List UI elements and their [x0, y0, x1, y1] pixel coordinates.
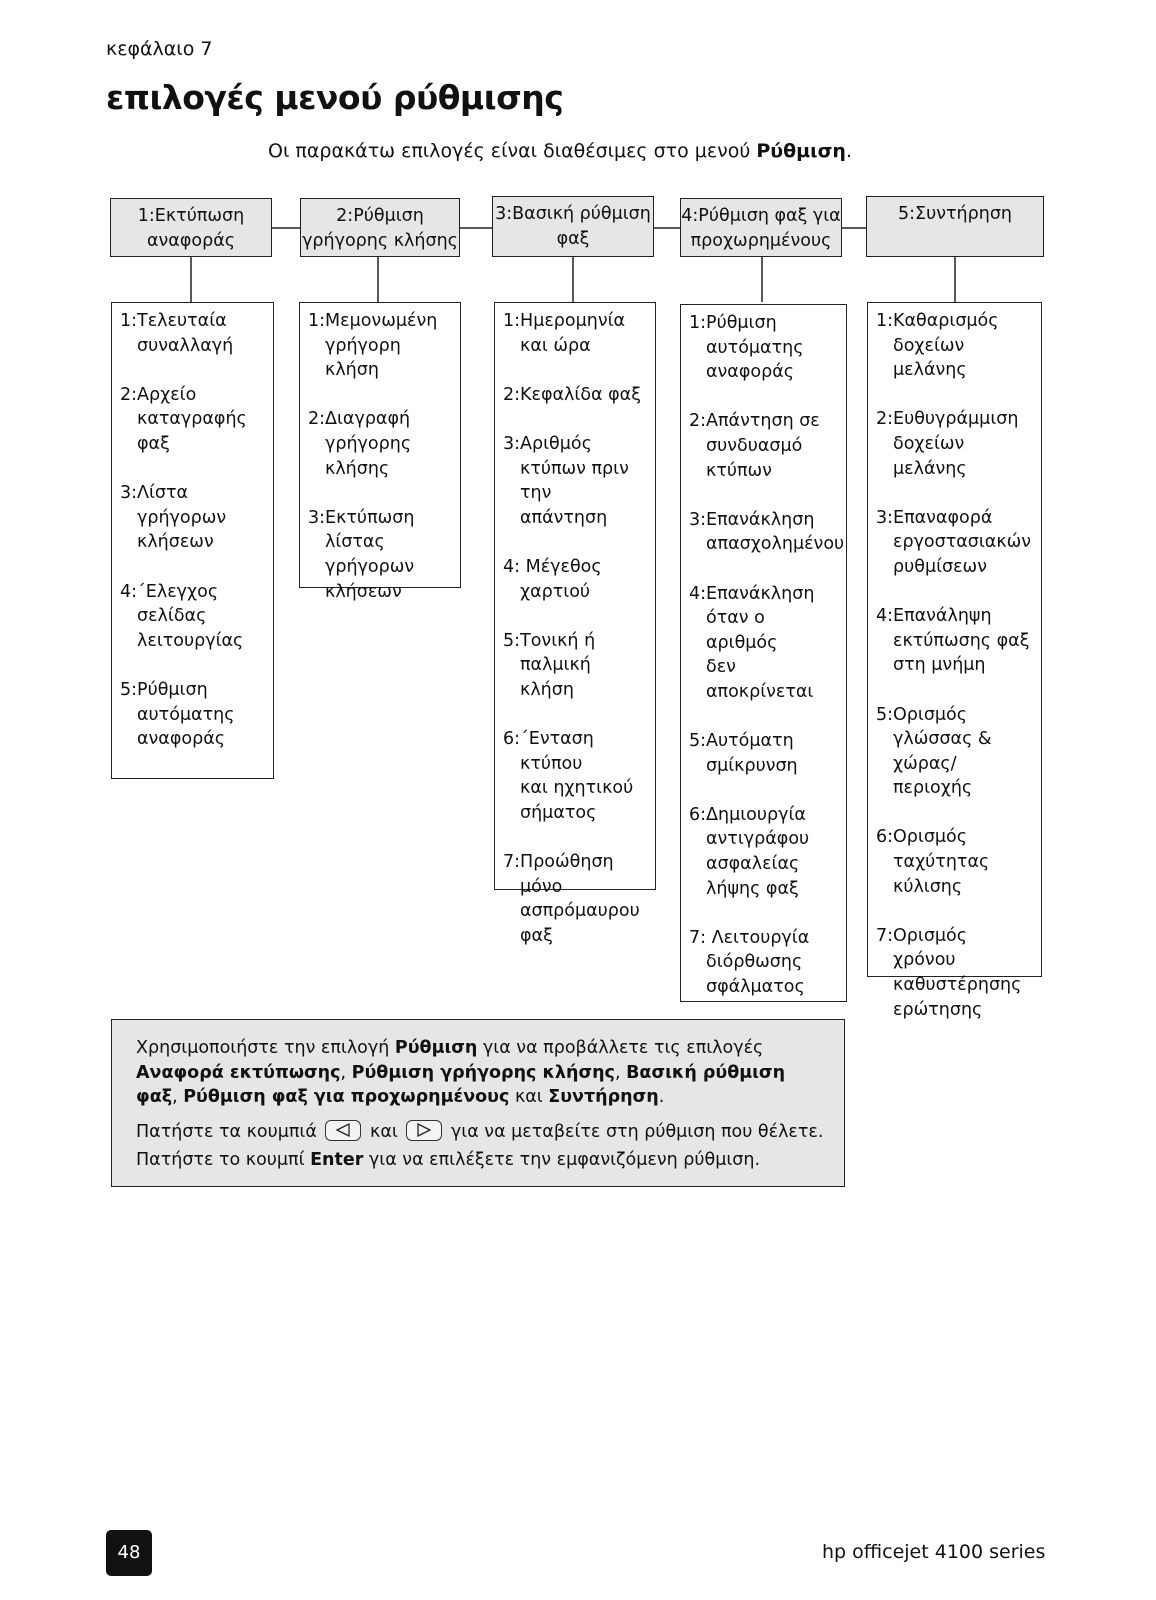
- note-text: .: [658, 1087, 665, 1107]
- note-bold: Ρύθμιση φαξ για προχωρημένους: [183, 1087, 510, 1107]
- list-item: 2:Ευθυγράμμιση δοχείων μελάνης: [876, 409, 1019, 479]
- note-bold: Συντήρηση: [548, 1087, 659, 1107]
- category-header-5: 5:Συντήρηση: [866, 196, 1044, 257]
- category-list-1: [111, 302, 274, 779]
- note-bold: Ρύθμιση: [394, 1038, 478, 1058]
- list-item: 4:Επανάκληση όταν ο αριθμός δεν αποκρίνεται: [689, 583, 815, 702]
- list-item: 4: Μέγεθος χαρτιού: [503, 556, 602, 602]
- category-header-1: 1:Εκτύπωση αναφοράς: [110, 198, 272, 257]
- category-list-3: [494, 302, 656, 946]
- category-header-3: 3:Βασική ρύθμιση φαξ: [492, 196, 654, 257]
- note-text: και: [364, 1121, 404, 1142]
- intro-menu-name: Ρύθμιση: [756, 140, 846, 162]
- product-name: hp officejet 4100 series: [822, 1541, 1046, 1563]
- category-list-2: [299, 302, 461, 602]
- list-item: 7: Λειτουργία διόρθωσης σφάλματος: [689, 927, 810, 998]
- left-arrow-key-icon: [325, 1120, 361, 1141]
- note-text: για να προβάλλετε τις επιλογές: [477, 1038, 764, 1058]
- list-item: 1:Ημερομηνία και ώρα: [503, 311, 626, 356]
- list-item: 7:Προώθηση μόνο ασπρόμαυρου φαξ: [503, 852, 640, 946]
- note-paragraph-arrows: [136, 1118, 824, 1174]
- note-bold: Αναφορά εκτύπωσης: [136, 1062, 341, 1083]
- list-item: 5:Τονική ή παλμική κλήση: [503, 630, 596, 700]
- category-list-5: [867, 302, 1042, 1020]
- list-item: 2:Αρχείο καταγραφής φαξ: [120, 384, 247, 454]
- note-paragraph-options: [136, 1036, 824, 1110]
- list-item: 3:Επαναφορά εργοστασιακών ρυθμίσεων: [876, 507, 1032, 577]
- usage-note: [111, 1019, 845, 1187]
- list-item: 5:Ορισμός γλώσσας & χώρας/περιοχής: [876, 704, 992, 799]
- list-item: 2:Απάντηση σε συνδυασμό κτύπων: [689, 411, 820, 481]
- note-bold: Βασική ρύθμιση φαξ: [136, 1062, 786, 1107]
- note-text: και: [509, 1087, 549, 1107]
- list-item: 2:Κεφαλίδα φαξ: [503, 384, 641, 405]
- note-text: Πατήστε τα κουμπιά: [136, 1121, 323, 1142]
- enter-key-label: Enter: [310, 1149, 364, 1170]
- list-item: 7:Ορισμός χρόνου καθυστέρησης ερώτησης: [876, 925, 1022, 1020]
- note-text: για να μεταβείτε στη ρύθμιση που θέλετε.: [445, 1121, 824, 1142]
- list-item: 3:Αριθμός κτύπων πριν την απάντηση: [503, 433, 629, 528]
- list-item: 6:΄Ενταση κτύπου και ηχητικού σήματος: [503, 729, 634, 823]
- list-item: 1:Τελευταία συναλλαγή: [120, 311, 234, 356]
- intro-text-after: .: [845, 140, 852, 162]
- list-item: 5:Αυτόματη σμίκρυνση: [689, 731, 798, 776]
- list-item: 1:Μεμονωμένη γρήγορη κλήση: [308, 311, 438, 381]
- note-text: Χρησιμοποιήστε την επιλογή: [136, 1038, 395, 1058]
- page-title: επιλογές μενού ρύθμισης: [106, 78, 564, 117]
- note-text: ,: [340, 1062, 352, 1083]
- category-header-4: 4:Ρύθμιση φαξ για προχωρημένους: [680, 198, 842, 257]
- list-item: 6:Ορισμός ταχύτητας κύλισης: [876, 827, 990, 897]
- list-item: 3:Εκτύπωση λίστας γρήγορων κλήσεων: [308, 507, 415, 602]
- note-text: ,: [172, 1087, 184, 1107]
- intro-text-before: Οι παρακάτω επιλογές είναι διαθέσιμες στο μενού: [268, 140, 757, 162]
- category-header-2: 2:Ρύθμιση γρήγορης κλήσης: [300, 198, 460, 257]
- list-item: 1:Καθαρισμός δοχείων μελάνης: [876, 311, 999, 381]
- note-text: ,: [614, 1062, 627, 1083]
- list-item: 3:Επανάκληση απασχολημένου: [689, 509, 845, 555]
- list-item: 5:Ρύθμιση αυτόματης αναφοράς: [120, 679, 235, 750]
- right-arrow-key-icon: [406, 1120, 442, 1141]
- note-text: Πατήστε το κουμπί: [136, 1149, 311, 1170]
- list-item: 1:Ρύθμιση αυτόματης αναφοράς: [689, 313, 804, 383]
- chapter-label: κεφάλαιο 7: [106, 38, 213, 60]
- list-item: 2:Διαγραφή γρήγορης κλήσης: [308, 409, 412, 479]
- page-number: 48: [106, 1530, 152, 1576]
- note-bold: Ρύθμιση γρήγορης κλήσης: [351, 1062, 615, 1083]
- list-item: 4:΄Ελεγχος σελίδας λειτουργίας: [120, 581, 244, 651]
- list-item: 6:Δημιουργία αντιγράφου ασφαλείας λήψης φαξ: [689, 804, 810, 899]
- list-item: 3:Λίστα γρήγορων κλήσεων: [120, 483, 227, 553]
- list-item: 4:Επανάληψη εκτύπωσης φαξ στη μνήμη: [876, 606, 1030, 676]
- category-list-4: [680, 304, 847, 1002]
- note-text: για να επιλέξετε την εμφανιζόμενη ρύθμιση.: [363, 1149, 761, 1170]
